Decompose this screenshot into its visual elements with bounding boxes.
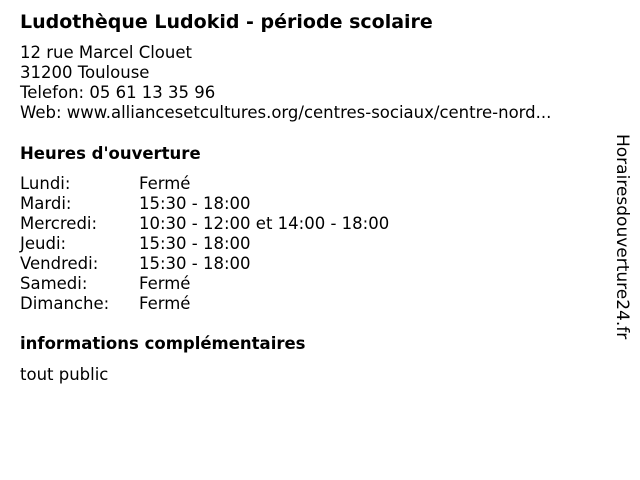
hours-time: 15:30 - 18:00 — [139, 234, 251, 253]
hours-day: Lundi: — [20, 174, 71, 193]
phone-number: Telefon: 05 61 13 35 96 — [20, 83, 216, 102]
hours-row-mardi — [20, 194, 389, 214]
hours-time: 15:30 - 18:00 — [139, 194, 251, 213]
opening-hours-table — [20, 174, 389, 314]
hours-day: Vendredi: — [20, 254, 99, 273]
hours-time: 15:30 - 18:00 — [139, 254, 251, 273]
hours-row-lundi — [20, 174, 389, 194]
hours-row-dimanche — [20, 294, 389, 314]
hours-day: Dimanche: — [20, 294, 110, 313]
hours-day: Mardi: — [20, 194, 72, 213]
hours-time: Fermé — [139, 274, 191, 293]
hours-row-samedi — [20, 274, 389, 294]
address-block — [20, 43, 551, 123]
hours-day: Jeudi: — [20, 234, 67, 253]
additional-info-text: tout public — [20, 365, 109, 384]
address-city: 31200 Toulouse — [20, 63, 150, 82]
website-link: Web: www.alliancesetcultures.org/centres-sociaux/centre-nord... — [20, 103, 552, 122]
hours-row-mercredi — [20, 214, 389, 234]
page-title: Ludothèque Ludokid - période scolaire — [20, 11, 433, 33]
hours-time: 10:30 - 12:00 et 14:00 - 18:00 — [139, 214, 390, 233]
hours-row-jeudi — [20, 234, 389, 254]
hours-day: Mercredi: — [20, 214, 98, 233]
address-street: 12 rue Marcel Clouet — [20, 43, 192, 62]
additional-info-heading: informations complémentaires — [20, 334, 306, 353]
hours-time: Fermé — [139, 294, 191, 313]
site-watermark: Horairesdouverture24.fr — [612, 134, 632, 340]
opening-hours-heading: Heures d'ouverture — [20, 144, 201, 163]
hours-time: Fermé — [139, 174, 191, 193]
hours-row-vendredi — [20, 254, 389, 274]
hours-day: Samedi: — [20, 274, 88, 293]
